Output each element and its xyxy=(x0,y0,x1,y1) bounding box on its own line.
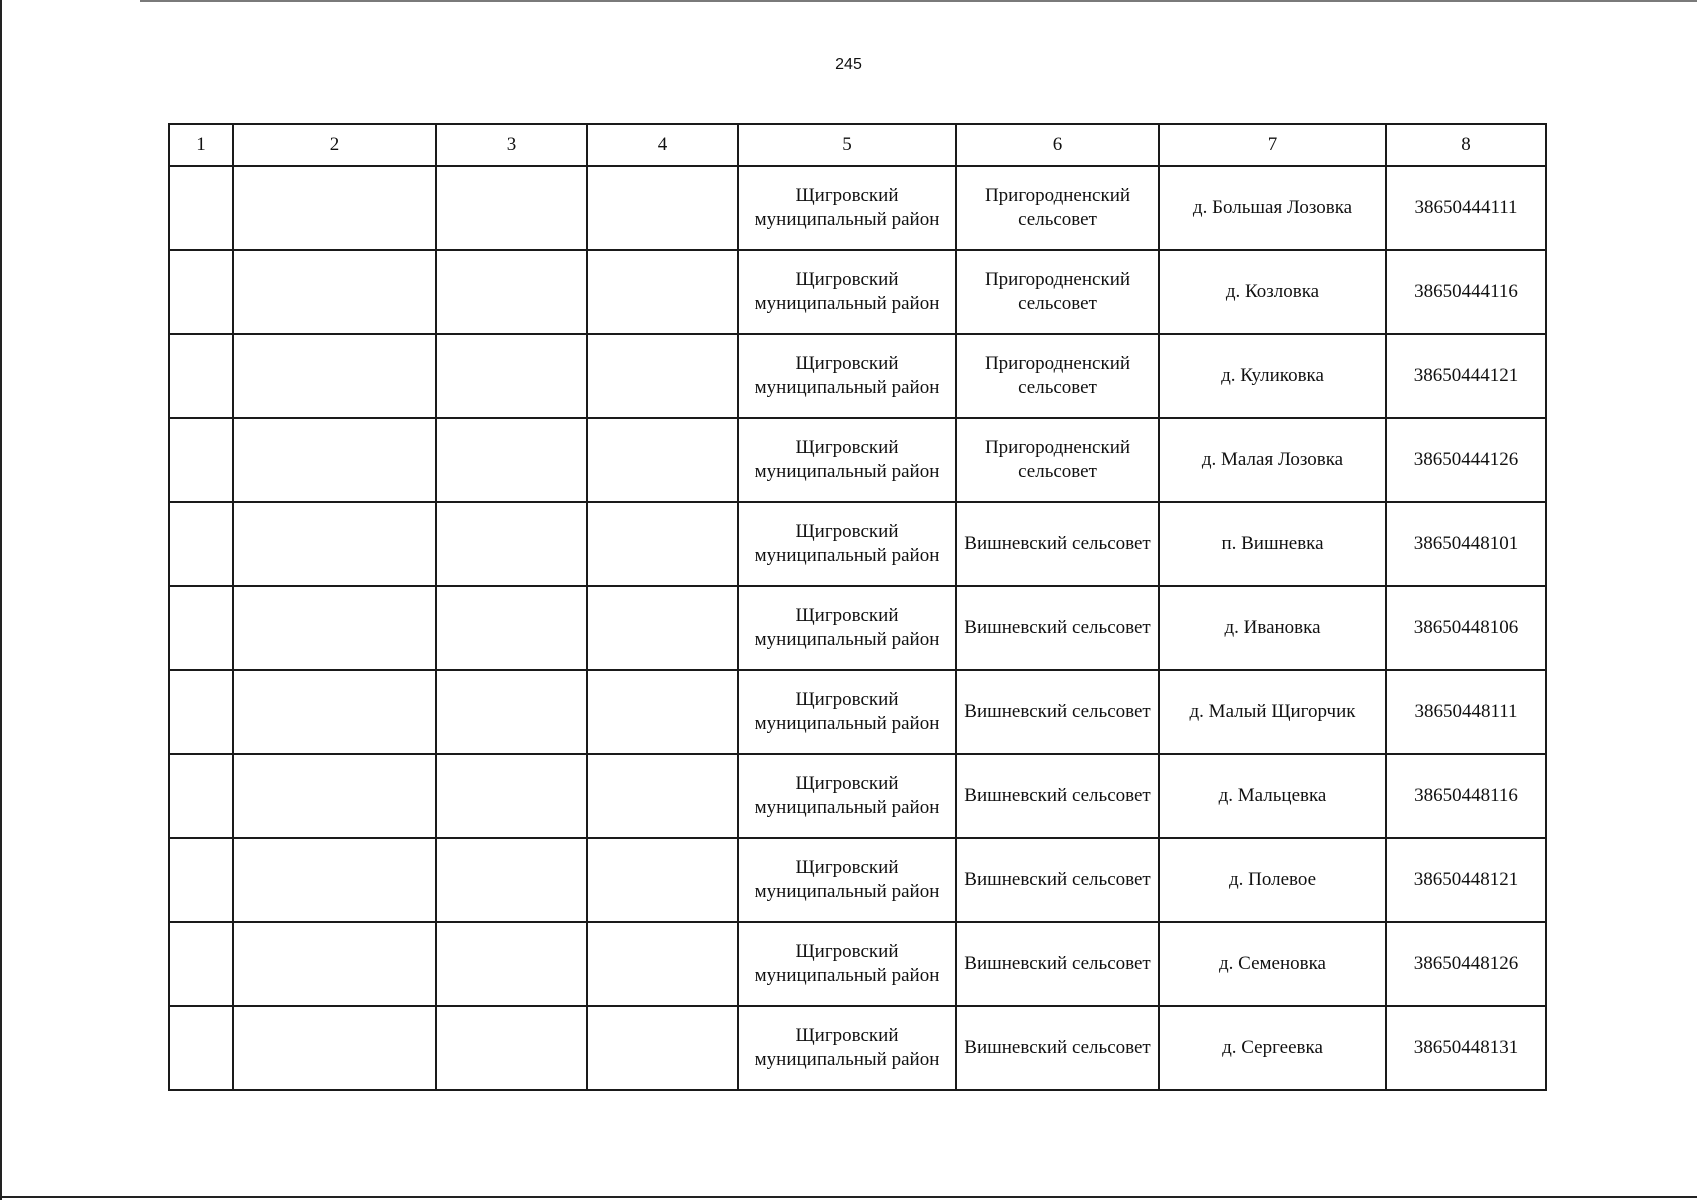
col3-cell xyxy=(436,166,587,250)
council-cell: Вишневский сельсовет xyxy=(956,586,1159,670)
code-cell: 38650448111 xyxy=(1386,670,1546,754)
col4-cell xyxy=(587,670,738,754)
col4-cell xyxy=(587,586,738,670)
col4-cell xyxy=(587,838,738,922)
column-header-3: 3 xyxy=(436,124,587,166)
col4-cell xyxy=(587,166,738,250)
settlement-cell: д. Куликовка xyxy=(1159,334,1386,418)
column-header-5: 5 xyxy=(738,124,956,166)
col2-cell xyxy=(233,670,436,754)
table-header xyxy=(169,124,1546,166)
table-row xyxy=(169,670,1546,754)
row-index-cell xyxy=(169,502,233,586)
table-row xyxy=(169,502,1546,586)
row-index-cell xyxy=(169,838,233,922)
district-cell: Щигровский муниципальный район xyxy=(738,418,956,502)
table-row xyxy=(169,334,1546,418)
row-index-cell xyxy=(169,334,233,418)
column-header-7: 7 xyxy=(1159,124,1386,166)
col3-cell xyxy=(436,502,587,586)
district-cell: Щигровский муниципальный район xyxy=(738,250,956,334)
row-index-cell xyxy=(169,586,233,670)
column-header-2: 2 xyxy=(233,124,436,166)
settlement-cell: д. Мальцевка xyxy=(1159,754,1386,838)
table-row xyxy=(169,166,1546,250)
row-index-cell xyxy=(169,922,233,1006)
col3-cell xyxy=(436,334,587,418)
code-cell: 38650448126 xyxy=(1386,922,1546,1006)
row-index-cell xyxy=(169,754,233,838)
code-cell: 38650448106 xyxy=(1386,586,1546,670)
table-row xyxy=(169,250,1546,334)
col4-cell xyxy=(587,334,738,418)
code-cell: 38650444116 xyxy=(1386,250,1546,334)
code-cell: 38650448121 xyxy=(1386,838,1546,922)
council-cell: Вишневский сельсовет xyxy=(956,502,1159,586)
settlement-cell: д. Ивановка xyxy=(1159,586,1386,670)
col3-cell xyxy=(436,922,587,1006)
council-cell: Пригородненский сельсовет xyxy=(956,250,1159,334)
col2-cell xyxy=(233,166,436,250)
table-row xyxy=(169,838,1546,922)
district-cell: Щигровский муниципальный район xyxy=(738,670,956,754)
row-index-cell xyxy=(169,166,233,250)
council-cell: Пригородненский сельсовет xyxy=(956,334,1159,418)
row-index-cell xyxy=(169,418,233,502)
column-header-6: 6 xyxy=(956,124,1159,166)
col3-cell xyxy=(436,586,587,670)
settlement-cell: п. Вишневка xyxy=(1159,502,1386,586)
council-cell: Вишневский сельсовет xyxy=(956,670,1159,754)
row-index-cell xyxy=(169,250,233,334)
settlement-cell: д. Малая Лозовка xyxy=(1159,418,1386,502)
scan-edge-bottom xyxy=(0,1196,1697,1198)
column-header-1: 1 xyxy=(169,124,233,166)
district-cell: Щигровский муниципальный район xyxy=(738,502,956,586)
council-cell: Вишневский сельсовет xyxy=(956,922,1159,1006)
district-cell: Щигровский муниципальный район xyxy=(738,1006,956,1090)
col3-cell xyxy=(436,670,587,754)
code-cell: 38650444121 xyxy=(1386,334,1546,418)
settlement-cell: д. Малый Щигорчик xyxy=(1159,670,1386,754)
col3-cell xyxy=(436,418,587,502)
table-row xyxy=(169,586,1546,670)
col2-cell xyxy=(233,502,436,586)
row-index-cell xyxy=(169,1006,233,1090)
column-header-8: 8 xyxy=(1386,124,1546,166)
district-cell: Щигровский муниципальный район xyxy=(738,586,956,670)
col3-cell xyxy=(436,1006,587,1090)
settlements-table xyxy=(168,123,1547,1091)
district-cell: Щигровский муниципальный район xyxy=(738,334,956,418)
code-cell: 38650448116 xyxy=(1386,754,1546,838)
district-cell: Щигровский муниципальный район xyxy=(738,922,956,1006)
district-cell: Щигровский муниципальный район xyxy=(738,166,956,250)
council-cell: Вишневский сельсовет xyxy=(956,754,1159,838)
col3-cell xyxy=(436,754,587,838)
col3-cell xyxy=(436,250,587,334)
col4-cell xyxy=(587,502,738,586)
scan-edge-top xyxy=(140,0,1697,2)
col2-cell xyxy=(233,922,436,1006)
col4-cell xyxy=(587,418,738,502)
district-cell: Щигровский муниципальный район xyxy=(738,754,956,838)
page-number: 245 xyxy=(835,56,862,73)
council-cell: Пригородненский сельсовет xyxy=(956,418,1159,502)
council-cell: Вишневский сельсовет xyxy=(956,838,1159,922)
col4-cell xyxy=(587,1006,738,1090)
header-row xyxy=(169,124,1546,166)
col4-cell xyxy=(587,250,738,334)
table-row xyxy=(169,418,1546,502)
col2-cell xyxy=(233,1006,436,1090)
col2-cell xyxy=(233,418,436,502)
col2-cell xyxy=(233,838,436,922)
code-cell: 38650444126 xyxy=(1386,418,1546,502)
row-index-cell xyxy=(169,670,233,754)
table-row xyxy=(169,922,1546,1006)
table-body xyxy=(169,166,1546,1090)
settlement-cell: д. Сергеевка xyxy=(1159,1006,1386,1090)
settlement-cell: д. Козловка xyxy=(1159,250,1386,334)
table-row xyxy=(169,1006,1546,1090)
column-header-4: 4 xyxy=(587,124,738,166)
col2-cell xyxy=(233,754,436,838)
district-cell: Щигровский муниципальный район xyxy=(738,838,956,922)
col2-cell xyxy=(233,334,436,418)
table-row xyxy=(169,754,1546,838)
col4-cell xyxy=(587,754,738,838)
scan-edge-left xyxy=(0,0,2,1200)
settlement-cell: д. Большая Лозовка xyxy=(1159,166,1386,250)
col3-cell xyxy=(436,838,587,922)
code-cell: 38650444111 xyxy=(1386,166,1546,250)
council-cell: Пригородненский сельсовет xyxy=(956,166,1159,250)
code-cell: 38650448131 xyxy=(1386,1006,1546,1090)
col4-cell xyxy=(587,922,738,1006)
col2-cell xyxy=(233,250,436,334)
col2-cell xyxy=(233,586,436,670)
council-cell: Вишневский сельсовет xyxy=(956,1006,1159,1090)
code-cell: 38650448101 xyxy=(1386,502,1546,586)
settlement-cell: д. Семеновка xyxy=(1159,922,1386,1006)
settlement-cell: д. Полевое xyxy=(1159,838,1386,922)
